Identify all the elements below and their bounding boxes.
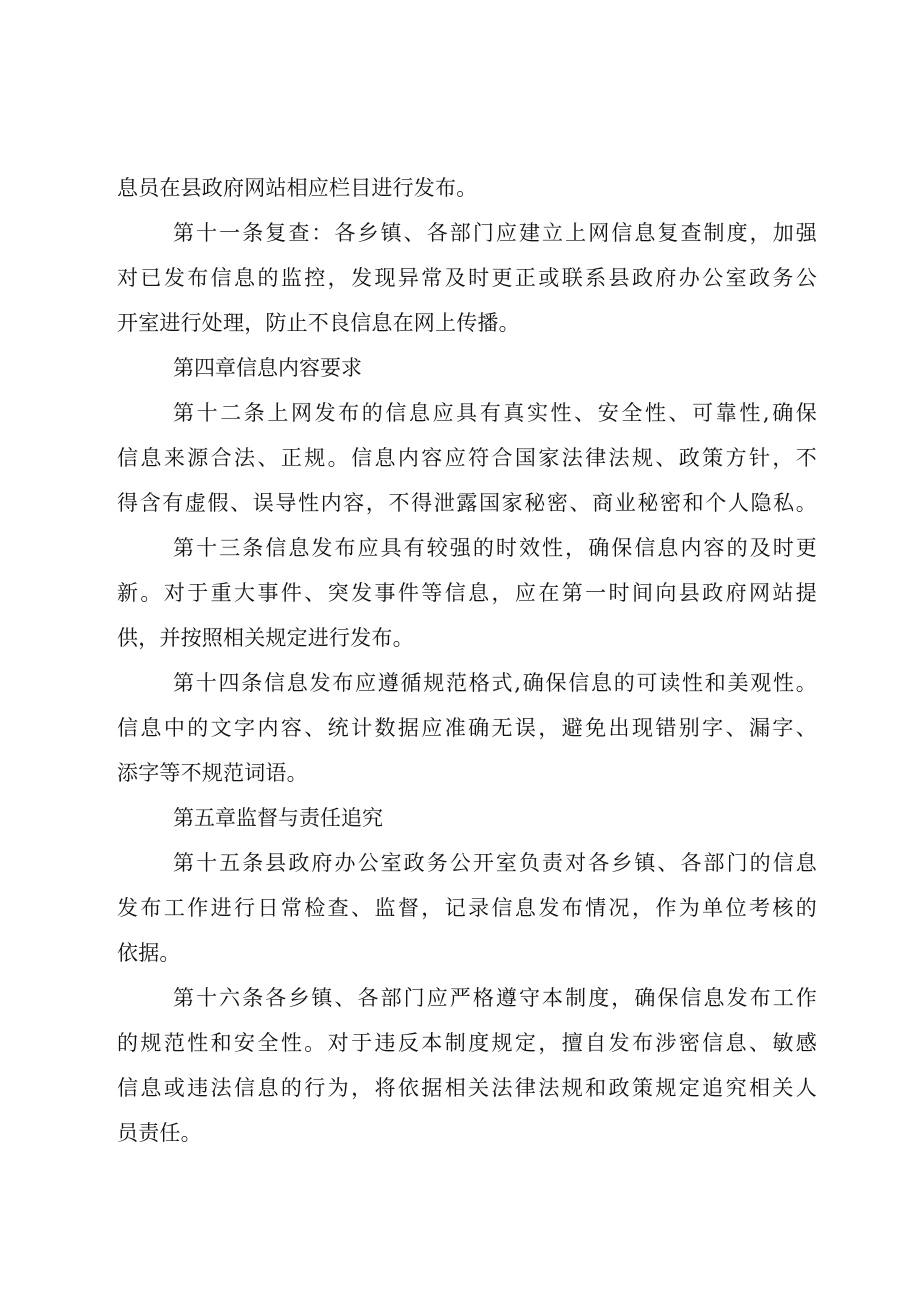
text-line: 得含有虚假、误导性内容，不得泄露国家秘密、商业秘密和个人隐私。 [117,491,817,515]
text-line: 信息来源合法、正规。信息内容应符合国家法律法规、政策方针，不 [117,446,817,470]
text-line: 对已发布信息的监控，发现异常及时更正或联系县政府办公室政务公 [117,266,817,290]
text-line: 息员在县政府网站相应栏目进行发布。 [117,176,478,200]
text-line: 信息或违法信息的行为，将依据相关法律法规和政策规定追究相关人 [117,1076,817,1100]
article-16 [117,976,817,1156]
article-13 [117,526,817,661]
text-line: 添字等不规范词语。 [117,761,308,785]
text-line: 第十二条上网发布的信息应具有真实性、安全性、可靠性,确保 [173,401,817,425]
text-line: 新。对于重大事件、突发事件等信息，应在第一时间向县政府网站提 [117,581,817,605]
text-line: 员责任。 [117,1121,202,1145]
paragraph-continuation [117,166,817,211]
text-line: 第十五条县政府办公室政务公开室负责对各乡镇、各部门的信息 [173,851,817,875]
text-line: 发布工作进行日常检查、监督，记录信息发布情况，作为单位考核的 [117,896,817,920]
text-line: 第十六条各乡镇、各部门应严格遵守本制度，确保信息发布工作 [173,986,817,1010]
text-line: 第十四条信息发布应遵循规范格式,确保信息的可读性和美观性。 [173,671,817,695]
text-line: 第十一条复查：各乡镇、各部门应建立上网信息复查制度，加强 [173,221,817,245]
text-line: 第十三条信息发布应具有较强的时效性，确保信息内容的及时更 [173,536,817,560]
chapter-5-heading: 第五章监督与责任追究 [173,806,383,830]
text-line: 的规范性和安全性。对于违反本制度规定，擅自发布涉密信息、敏感 [117,1031,817,1055]
chapter-4-heading: 第四章信息内容要求 [173,356,362,380]
text-line: 信息中的文字内容、统计数据应准确无误，避免出现错别字、漏字、 [117,716,817,740]
text-line: 开室进行处理，防止不良信息在网上传播。 [117,311,520,335]
article-15 [117,841,817,976]
document-body [117,166,817,1156]
article-14 [117,661,817,796]
article-12 [117,391,817,526]
text-line: 供，并按照相关规定进行发布。 [117,626,414,650]
article-11-review [117,211,817,346]
text-line: 依据。 [117,941,181,965]
